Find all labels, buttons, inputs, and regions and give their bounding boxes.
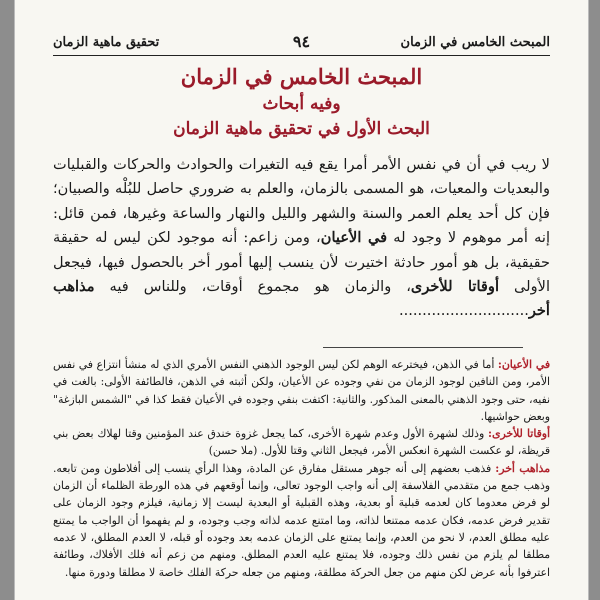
footnote-text: فذهب بعضهم إلى أنه جوهر مستقل مفارق عن المادة، وهذا الرأي ينسب إلى أفلاطون ومن تابعه. وذهب جمع من متقدمي الفلاسفة إلى أنه واجب الوجود تعالى، وإنما أوقعهم في هذه الورطة الظلماء أن الزمان لو فرض معدوما كان لعدمه قبلية أو بعدية، وهذه القبلية أو البعدية ليست إلا زمانية، فيلزم وجود الزمان على تقدير فرض عدمه، فكان عدمه ممتنعا لذاته، وما امتنع عدمه لذاته وجب وجوده، و لم يفهموا أن الواجب ما يمتنع عليه مطلق العدم، لا نحو من العدم، وإنما يمتنع على الزمان عدمه بعد وجوده أو قبله، لا العدم المطلق، لا عدمه مطلقا لم يلزم من نفس ذلك وجوده، فلا يمتنع عليه العدم المطلق. ومنهم من زعم أنه فلك الأفلاك، وطائفة اعترفوا بأنه عرض لكن منهم من جعل الحركة مطلقة، ومنهم من جعله حركة الفلك خاصة لا مطلقا ودورة منها.: [53, 461, 550, 579]
footnotes: [53, 356, 550, 581]
keyword-fi-al-ayan: في الأعيان: [320, 229, 388, 247]
footnote-separator: [323, 347, 523, 348]
chapter-title: المبحث الخامس في الزمان: [180, 64, 423, 89]
footnote-text: أما في الذهن، فيخترعه الوهم لكن ليس الوجود الذهني النفس الأمري الذي له منشأ انتزاع في نفس الأمر، ومن النافين لوجود الزمان من نفي وجوده عن الأعيان، ولكن أثبته في الذهن، فالطائفة الأولى: بالغت في نفيه، حتى وجود الذهني بالمعنى المذكور. والثانية: اكتفت بنفي وجوده في الأعيان فقط كذا في "الشمس البازغة" وبعض حواشيها.: [53, 358, 550, 423]
text-run: ، ومن زاعم: أنه موجود لكن ليس له حقيقة حقيقية، بل هو أمور حادثة اختيرت لأن ينسب إليها أمور أخر بالحصول فيها، فيجعل الأولى: [53, 229, 551, 296]
keyword-awqatan: أوقاتا للأخرى: [410, 278, 500, 296]
chapter-subtitle: وفيه أبحاث: [262, 94, 341, 114]
book-page: [14, 0, 589, 600]
footnote-key: في الأعيان:: [497, 358, 550, 371]
text-run: ............................: [398, 302, 529, 320]
title-block: [15, 62, 588, 142]
main-paragraph: [53, 153, 550, 324]
footnote-key: مذاهب أخر:: [495, 461, 550, 475]
footnote: [53, 425, 550, 460]
page-number: ٩٤: [292, 32, 311, 51]
section-title: البحث الأول في تحقيق ماهية الزمان: [173, 119, 430, 139]
running-header: [53, 33, 550, 56]
main-text: [53, 153, 550, 324]
footnote-text: وذلك لشهرة الأول وعدم شهرة الأخرى، كما يجعل غزوة خندق عند المؤمنين وقتا لهلاك بعض بني قريظة، لو عكست الشهرة انعكس الأمر، فيجعل الثاني وقتا للأول. (ملا حسن): [53, 427, 550, 458]
footnote-key: أوقاتا للأخرى:: [488, 427, 550, 441]
keyword-madhahib: مذاهب أخر: [53, 278, 550, 320]
text-run: ، والزمان هو مجموع أوقات، وللناس فيه: [109, 278, 411, 296]
header-chapter: المبحث الخامس في الزمان: [400, 35, 550, 50]
footnote: [53, 356, 550, 425]
footnote: [53, 460, 550, 581]
text-run: لا ريب في أن في نفس الأمر أمرا يقع فيه التغيرات والحوادث والحركات والقبليات والبعديات والمعيات، هو المسمى بالزمان، والعلم به ضروري حاصل للبُلْه والصبيان؛ فإن كل أحد يعلم العمر والسنة والشهر والليل والنهار والساعة وغيرها، فمن قائل: إنه أمر موهوم لا وجود له: [53, 156, 551, 247]
header-section: تحقيق ماهية الزمان: [53, 35, 160, 50]
